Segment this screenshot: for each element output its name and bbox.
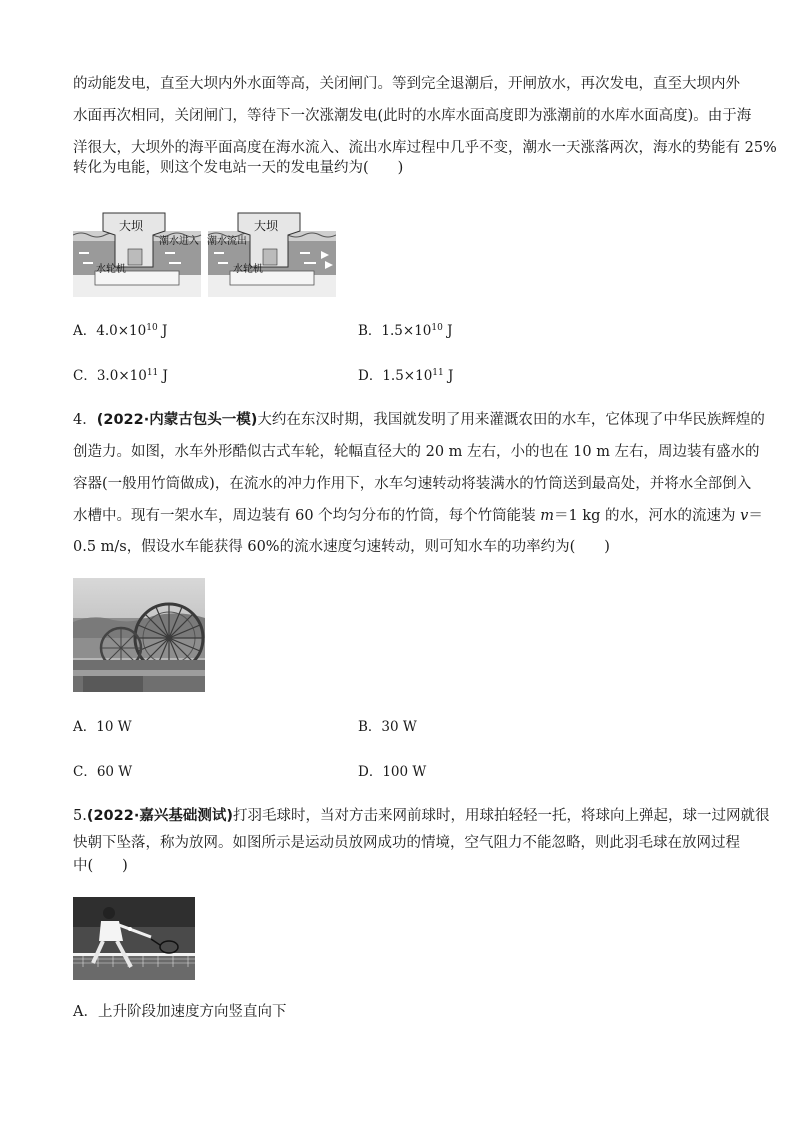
turbine-label-right: 水轮机 [233, 264, 263, 275]
q4-line-4-b: ＝1 kg 的水，河水的流速为 [554, 508, 741, 524]
q3-option-d-label: D． [358, 368, 383, 384]
q3-option-b[interactable] [358, 321, 453, 341]
q3-option-c-unit: J [158, 368, 168, 384]
q5-stem-line-2: 快朝下坠落，称为放网。如图所示是运动员放网成功的情境，空气阻力不能忽略，则此羽毛球在放网过程 [73, 835, 740, 851]
q3-option-a-exponent: 10 [146, 323, 158, 333]
q3-option-a-label: A． [73, 323, 97, 339]
turbine-label-left: 水轮机 [96, 264, 126, 275]
q3-option-c[interactable] [73, 366, 168, 386]
badminton-illustration [73, 897, 195, 980]
q4-line-4-a: 水槽中。现有一架水车，周边装有 60 个均匀分布的竹筒，每个竹筒能装 [73, 508, 541, 524]
q3-option-b-mantissa: 1.5×10 [381, 323, 432, 339]
q3-option-d-unit: J [443, 368, 454, 384]
dam-label-left: 大坝 [119, 219, 144, 233]
q4-option-d[interactable]: D．100 W [358, 764, 427, 780]
q3-option-b-exponent: 10 [431, 323, 443, 333]
q4-var-m: m [540, 508, 555, 524]
q3-option-a-unit: J [157, 323, 168, 339]
tide-out-label: 潮水流出 [207, 236, 247, 247]
q4-option-c[interactable]: C．60 W [73, 764, 133, 780]
q5-stem-line-3: 中( ) [73, 858, 128, 874]
q3-option-c-mantissa: 3.0×10 [96, 368, 147, 384]
q3-option-c-exponent: 11 [146, 368, 159, 378]
q3-option-b-label: B． [358, 323, 382, 339]
tidal-dam-figure [73, 205, 336, 297]
q3-stem-line-4: 转化为电能，则这个发电站一天的发电量约为( ) [73, 160, 404, 176]
q4-stem-line-4 [73, 506, 763, 526]
q3-stem-line-2: 水面再次相同，关闭闸门，等待下一次涨潮发电(此时的水库水面高度即为涨潮前的水库水面高度)。由于海 [73, 108, 752, 124]
waterwheel-illustration [73, 578, 205, 692]
tide-in-label: 潮水进入 [159, 236, 199, 247]
tidal-dam-illustration [73, 205, 336, 297]
q3-option-b-unit: J [442, 323, 453, 339]
q3-option-d-mantissa: 1.5×10 [382, 368, 433, 384]
q3-option-a[interactable] [73, 321, 167, 341]
q4-line-1-text: 大约在东汉时期，我国就发明了用来灌溉农田的水车，它体现了中华民族辉煌的 [257, 412, 765, 428]
q5-option-a[interactable]: A．上升阶段加速度方向竖直向下 [73, 1004, 287, 1020]
q4-stem-line-3: 容器(一般用竹筒做成)，在流水的冲力作用下，水车匀速转动将装满水的竹筒送到最高处，并将水全部倒入 [73, 476, 752, 492]
q4-source: (2022·内蒙古包头一模) [96, 412, 258, 428]
q3-option-c-label: C． [73, 368, 97, 384]
badminton-photo [73, 897, 195, 980]
q3-stem-line-1: 的动能发电，直至大坝内外水面等高，关闭闸门。等到完全退潮后，开闸放水，再次发电，直至大坝内外 [73, 76, 740, 92]
waterwheel-photo [73, 578, 205, 692]
q5-number: 5. [73, 808, 87, 824]
q4-option-b[interactable]: B．30 W [358, 719, 417, 735]
q4-stem-line-5: 0.5 m/s，假设水车能获得 60%的流水速度匀速转动，则可知水车的功率约为( ) [73, 539, 610, 555]
dam-label-right: 大坝 [254, 219, 279, 233]
q4-stem-line-1 [73, 410, 765, 430]
q4-line-4-c: ＝ [748, 508, 763, 524]
q5-stem-line-1 [73, 806, 769, 826]
q5-source: (2022·嘉兴基础测试) [86, 808, 233, 824]
q3-option-d-exponent: 11 [432, 368, 444, 378]
q5-line-1-text: 打羽毛球时，当对方击来网前球时，用球拍轻轻一托，将球向上弹起，球一过网就很 [232, 808, 770, 824]
q3-option-a-mantissa: 4.0×10 [96, 323, 147, 339]
q4-option-a[interactable]: A．10 W [73, 719, 132, 735]
q4-stem-line-2: 创造力。如图，水车外形酷似古式车轮，轮幅直径大的 20 m 左右，小的也在 10 m 左右，周边装有盛水的 [73, 444, 760, 460]
q4-var-v: v [740, 508, 749, 524]
q4-number: 4． [73, 412, 97, 428]
q3-stem-line-3: 洋很大，大坝外的海平面高度在海水流入、流出水库过程中几乎不变，潮水一天涨落两次，海水的势能有 25% [73, 140, 777, 156]
q3-option-d[interactable] [358, 366, 453, 386]
